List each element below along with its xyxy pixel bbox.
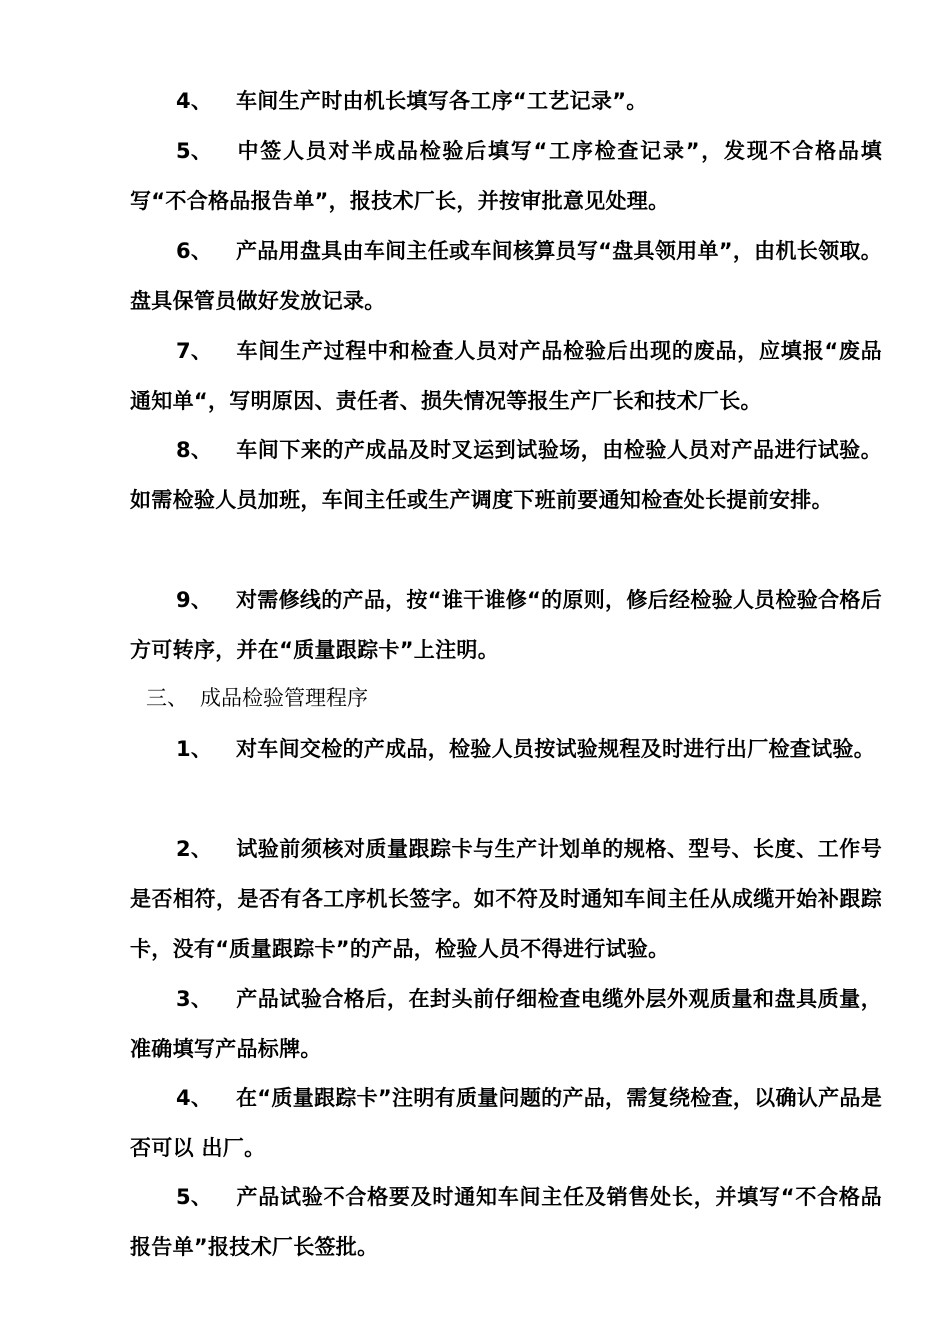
item-number: 7、 <box>176 339 213 363</box>
section-number: 三、 <box>146 686 188 710</box>
section-title: 成品检验管理程序 <box>200 686 368 710</box>
item-text: 试验前须核对质量跟踪卡与生产计划单的规格、型号、长度、工作号是否相符，是否有各工序机长签字。如不符及时通知车间主任从成缆开始补跟踪卡，没有“质量跟踪卡”的产品，检验人员不得进行试验。 <box>130 837 882 961</box>
item-number: 4、 <box>176 1086 213 1110</box>
item-text: 车间下来的产成品及时叉运到试验场，由检验人员对产品进行试验。如需检验人员加班，车间主任或生产调度下班前要通知检查处长提前安排。 <box>130 438 882 512</box>
item-number: 3、 <box>176 987 213 1011</box>
item-number: 5、 <box>176 1185 213 1209</box>
item-number: 9、 <box>176 588 213 612</box>
item-number: 8、 <box>176 438 213 462</box>
section-heading <box>146 678 846 718</box>
paragraph-item-5 <box>130 126 882 226</box>
item-text: 车间生产时由机长填写各工序“工艺记录”。 <box>236 89 648 113</box>
paragraph-item-7 <box>130 326 882 426</box>
paragraph-b-item-3 <box>130 974 882 1074</box>
paragraph-item-6 <box>130 226 882 326</box>
paragraph-b-item-5 <box>130 1172 882 1272</box>
item-number: 5、 <box>176 139 213 163</box>
item-text: 对需修线的产品，按“谁干谁修“的原则，修后经检验人员检验合格后方可转序，并在“质量跟踪卡”上注明。 <box>130 588 882 662</box>
item-number: 4、 <box>176 89 213 113</box>
item-text: 在“质量跟踪卡”注明有质量问题的产品，需复绕检查，以确认产品是否可以 出厂。 <box>130 1086 882 1160</box>
item-text: 对车间交检的产成品，检验人员按试验规程及时进行出厂检查试验。 <box>236 737 875 761</box>
paragraph-b-item-2 <box>130 824 882 974</box>
item-text: 产品试验合格后，在封头前仔细检查电缆外层外观质量和盘具质量，准确填写产品标牌。 <box>130 987 882 1061</box>
paragraph-item-8 <box>130 425 882 525</box>
item-text: 产品试验不合格要及时通知车间主任及销售处长，并填写“不合格品报告单”报技术厂长签批。 <box>130 1185 882 1259</box>
item-text: 产品用盘具由车间主任或车间核算员写“盘具领用单”，由机长领取。盘具保管员做好发放记录。 <box>130 239 882 313</box>
paragraph-item-4 <box>130 76 882 126</box>
paragraph-b-item-4 <box>130 1073 882 1173</box>
item-number: 1、 <box>176 737 213 761</box>
paragraph-item-9 <box>130 575 882 675</box>
item-number: 6、 <box>176 239 213 263</box>
paragraph-b-item-1 <box>130 724 882 774</box>
item-text: 中签人员对半成品检验后填写“工序检查记录”，发现不合格品填写“不合格品报告单”，报技术厂长，并按审批意见处理。 <box>130 139 882 213</box>
item-text: 车间生产过程中和检查人员对产品检验后出现的废品，应填报“废品通知单“，写明原因、责任者、损失情况等报生产厂长和技术厂长。 <box>130 339 882 413</box>
item-number: 2、 <box>176 837 213 861</box>
